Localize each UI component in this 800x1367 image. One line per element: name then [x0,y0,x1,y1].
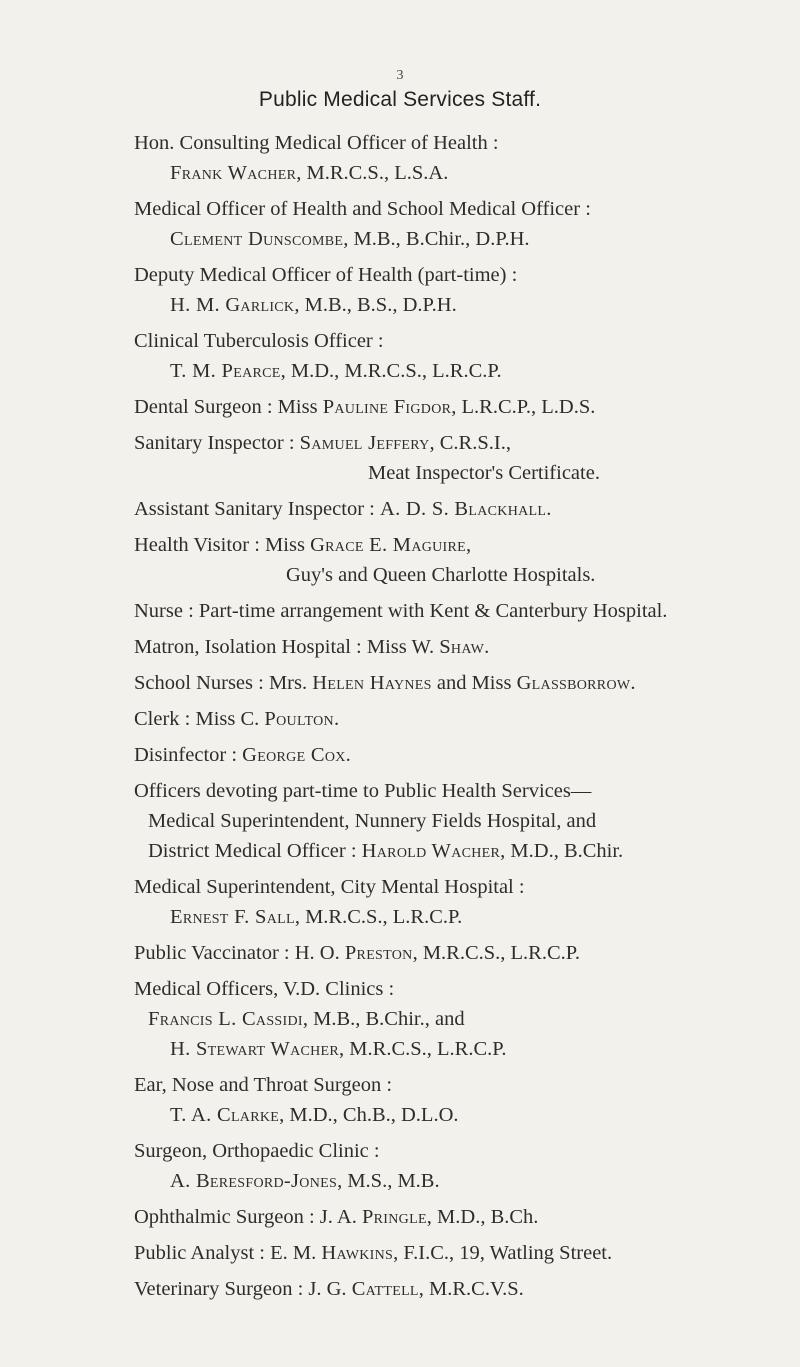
staff-name: H. M. Garlick [170,294,295,316]
staff-name: Grace E. Maguire [310,534,467,556]
staff-name: Clement Dunscombe [170,228,344,250]
role-label: Ophthalmic Surgeon : J. A. [134,1206,362,1228]
staff-entry-matron [134,632,774,662]
staff-name: Francis L. Cassidi [148,1008,303,1030]
role-label: Hon. Consulting Medical Officer of Health : [134,132,499,154]
staff-line [134,494,774,524]
staff-name: T. M. Pearce [170,360,281,382]
role-label: Public Vaccinator : H. O. [134,942,345,964]
staff-entry-disinfector [134,740,774,770]
staff-entry-sanitary-inspector [134,428,774,488]
staff-line: Nurse : Part-time arrangement with Kent & Canterbury Hospital. [134,600,668,622]
staff-name-line [134,1034,774,1064]
qualifications: , M.B., B.Chir., and [302,1008,465,1030]
qualifications: , M.R.C.S., L.S.A. [296,162,449,184]
staff-line [134,740,774,770]
staff-entry-tuberculosis-officer [134,326,774,386]
staff-entry-ophthalmic-surgeon [134,1202,774,1232]
staff-line [134,632,774,662]
staff-line [134,1238,774,1268]
staff-entry-dental-surgeon [134,392,774,422]
staff-name: Preston [344,942,413,964]
role-label: Medical Officer of Health and School Medical Officer : [134,198,591,220]
staff-entry-part-time-officers [134,776,774,866]
punctuation: , [466,534,472,556]
staff-line [134,530,774,560]
role-label: Health Visitor : Miss [134,534,311,556]
page-number: 3 [396,68,404,83]
staff-line [134,704,774,734]
staff-entry-veterinary-surgeon [134,1274,774,1304]
staff-name: A. Beresford-Jones [170,1170,338,1192]
qualifications: , M.B., B.Chir., D.P.H. [343,228,530,250]
staff-name-line [134,1100,774,1130]
role-label: Sanitary Inspector : [134,432,300,454]
staff-entry-consulting-moh [134,128,774,188]
qualifications: , M.R.C.V.S. [418,1278,524,1300]
role-label: Medical Superintendent, City Mental Hospital : [134,876,525,898]
role-label: Clinical Tuberculosis Officer : [134,330,384,352]
staff-name-line [134,158,774,188]
staff-entry-public-vaccinator [134,938,774,968]
staff-name-line [134,224,774,254]
staff-name: H. Stewart Wacher [170,1038,340,1060]
staff-name: T. A. Clarke [170,1104,280,1126]
certificate-line: Meat Inspector's Certificate. [368,462,600,484]
role-label: District Medical Officer : [148,840,362,862]
staff-line [134,938,774,968]
role-label: Medical Superintendent, Nunnery Fields Hospital, and [148,810,597,832]
staff-entry-nurse [134,596,774,626]
staff-name: Pauline Figdor [322,396,452,418]
staff-name: Frank Wacher [170,162,297,184]
qualifications: , M.R.C.S., L.R.C.P. [339,1038,507,1060]
role-label: Medical Officers, V.D. Clinics : [134,978,395,1000]
staff-entry-assistant-sanitary-inspector [134,494,774,524]
qualifications: , M.D., B.Chir. [500,840,624,862]
role-label: Dental Surgeon : Miss [134,396,323,418]
staff-name: Shaw [439,636,485,658]
qualifications: , M.R.C.S., L.R.C.P. [412,942,581,964]
staff-name-line [134,1004,774,1034]
qualifications: , L.R.C.P., L.D.S. [451,396,596,418]
qualifications: , M.R.C.S., L.R.C.P. [294,906,463,928]
staff-entry-school-nurses [134,668,774,698]
staff-entry-mental-hospital-superintendent [134,872,774,932]
punctuation: . [333,708,340,730]
section-label: Officers devoting part-time to Public Health Services— [134,780,592,802]
staff-name: Cattell [351,1278,419,1300]
role-label: Veterinary Surgeon : J. G. [134,1278,352,1300]
role-label: Ear, Nose and Throat Surgeon : [134,1074,393,1096]
role-label: School Nurses : Mrs. [134,672,313,694]
staff-name-line [134,290,774,320]
page-title: Public Medical Services Staff. [258,88,542,111]
punctuation: . [484,636,490,658]
staff-name: Poulton [264,708,334,730]
staff-name: Helen Haynes [312,672,432,694]
staff-name: A. D. S. Blackhall [379,498,547,520]
qualifications: , F.I.C., 19, Watling Street. [393,1242,613,1264]
staff-name: Pringle [361,1206,427,1228]
role-label: Assistant Sanitary Inspector : [134,498,380,520]
staff-name: Glassborrow [516,672,631,694]
staff-line [134,428,774,458]
training-line: Guy's and Queen Charlotte Hospitals. [286,564,596,586]
staff-name: Hawkins [321,1242,394,1264]
role-label: Deputy Medical Officer of Health (part-time) : [134,264,518,286]
role-label: Matron, Isolation Hospital : Miss W. [134,636,440,658]
staff-name: George Cox [242,744,346,766]
qualifications: , C.R.S.I., [429,432,511,454]
staff-line [134,1202,774,1232]
staff-entry-public-analyst [134,1238,774,1268]
qualifications: , M.D., M.R.C.S., L.R.C.P. [280,360,502,382]
punctuation: . [630,672,636,694]
punctuation: . [546,498,552,520]
staff-name-line [134,1166,774,1196]
staff-entry-health-visitor [134,530,774,590]
qualifications: , M.D., Ch.B., D.L.O. [279,1104,459,1126]
staff-line [134,1274,774,1304]
staff-entry-clerk [134,704,774,734]
staff-name-line [134,356,774,386]
staff-name: Samuel Jeffery [299,432,430,454]
qualifications: , M.D., B.Ch. [426,1206,539,1228]
staff-list [134,128,774,1304]
conjunction: and Miss [431,672,517,694]
punctuation: . [345,744,351,766]
role-label: Clerk : Miss C. [134,708,265,730]
staff-name: Ernest F. Sall [170,906,295,928]
staff-entry-deputy-moh [134,260,774,320]
staff-line [134,668,774,698]
staff-entry-orthopaedic-surgeon [134,1136,774,1196]
staff-line [134,392,774,422]
qualifications: , M.S., M.B. [337,1170,440,1192]
staff-line [134,836,774,866]
role-label: Public Analyst : E. M. [134,1242,322,1264]
staff-entry-moh [134,194,774,254]
staff-name: Harold Wacher [361,840,501,862]
role-label: Disinfector : [134,744,243,766]
staff-name-line [134,902,774,932]
role-label: Surgeon, Orthopaedic Clinic : [134,1140,380,1162]
staff-entry-vd-clinics [134,974,774,1064]
staff-entry-ent-surgeon [134,1070,774,1130]
qualifications: , M.B., B.S., D.P.H. [294,294,457,316]
